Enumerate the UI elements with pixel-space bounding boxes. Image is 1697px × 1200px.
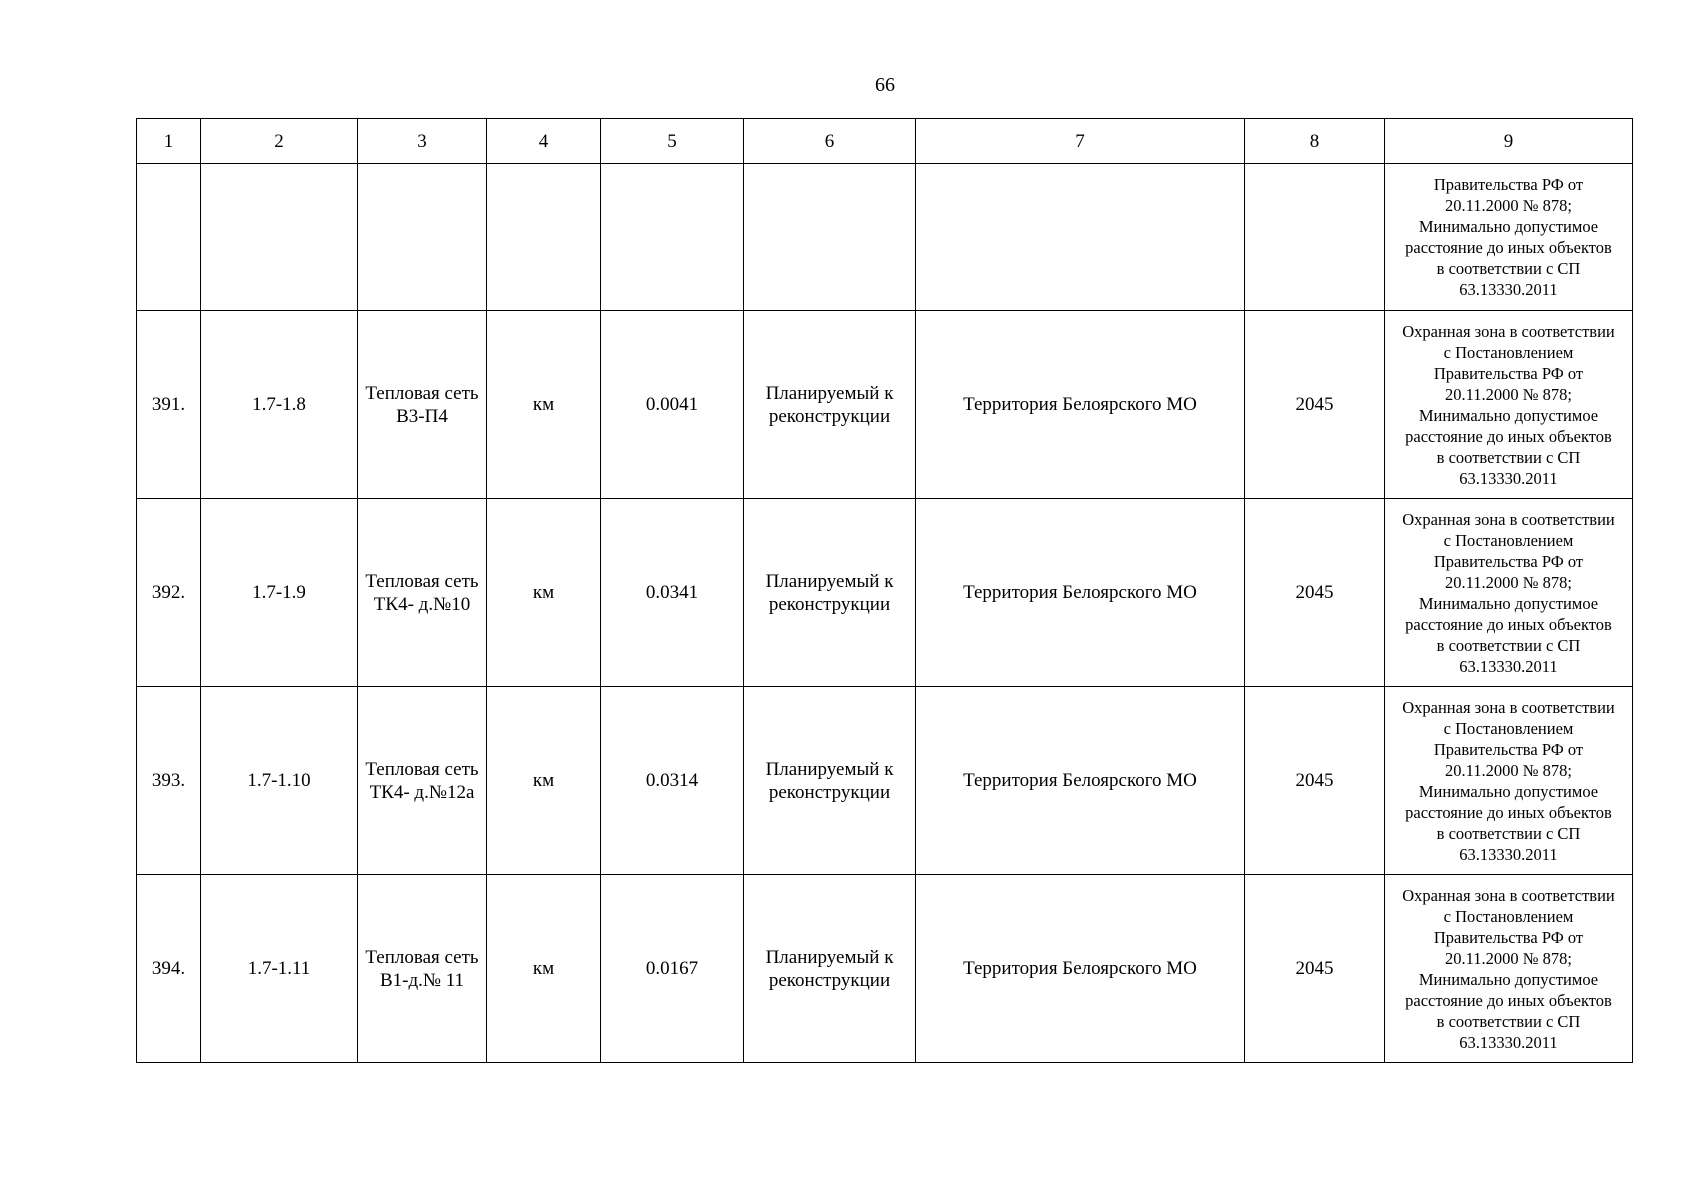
header-cell-1: 1 [137,119,201,164]
length-cell: 0.0341 [601,499,744,687]
note-text: Правительства РФ от 20.11.2000 № 878; Минимально допустимое расстояние до иных объектов в соответствии с СП 63.13330.2011 [1405,175,1612,299]
header-cell-9: 9 [1385,119,1633,164]
row-number-cell: 393. [137,687,201,875]
header-cell-7: 7 [916,119,1245,164]
object-name-cell [358,499,487,687]
header-cell-6: 6 [744,119,916,164]
table-row-continuation [137,164,1633,311]
unit-cell: км [487,499,601,687]
length-cell: 0.0167 [601,875,744,1063]
status-cell [744,687,916,875]
header-cell-3: 3 [358,119,487,164]
location-cell: Территория Белоярского МО [916,499,1245,687]
header-cell-8: 8 [1245,119,1385,164]
table-cell [487,164,601,311]
status-text: Планируемый к реконструкции [765,758,894,803]
object-name-cell [358,311,487,499]
row-number-cell: 391. [137,311,201,499]
row-number-cell: 392. [137,499,201,687]
location-cell: Территория Белоярского МО [916,875,1245,1063]
table-cell [201,164,358,311]
status-cell [744,311,916,499]
status-text: Планируемый к реконструкции [765,946,894,991]
note-text: Охранная зона в соответствии с Постановлением Правительства РФ от 20.11.2000 № 878; Минимально допустимое расстояние до иных объектов в соответствии с СП 63.13330.2011 [1402,321,1615,488]
length-cell: 0.0041 [601,311,744,499]
header-cell-4: 4 [487,119,601,164]
unit-cell: км [487,875,601,1063]
table-row [137,499,1633,687]
unit-cell: км [487,687,601,875]
object-name-cell [358,687,487,875]
status-cell [744,499,916,687]
status-text: Планируемый к реконструкции [765,382,894,427]
page-number: 66 [875,74,895,96]
object-code-cell: 1.7-1.11 [201,875,358,1063]
table-cell [137,164,201,311]
table-cell-note [1385,164,1633,311]
object-name-cell [358,875,487,1063]
row-number-cell: 394. [137,875,201,1063]
year-cell: 2045 [1245,499,1385,687]
table-row [137,875,1633,1063]
note-text: Охранная зона в соответствии с Постановлением Правительства РФ от 20.11.2000 № 878; Минимально допустимое расстояние до иных объектов в соответствии с СП 63.13330.2011 [1402,697,1615,864]
table-cell-note [1385,499,1633,687]
status-cell [744,875,916,1063]
location-cell: Территория Белоярского МО [916,687,1245,875]
object-code-cell: 1.7-1.8 [201,311,358,499]
object-code-cell: 1.7-1.10 [201,687,358,875]
object-name-text: Тепловая сеть ТК4- д.№10 [365,570,479,615]
note-text: Охранная зона в соответствии с Постановлением Правительства РФ от 20.11.2000 № 878; Минимально допустимое расстояние до иных объектов в соответствии с СП 63.13330.2011 [1402,509,1615,676]
table-cell-note [1385,687,1633,875]
table-cell-note [1385,311,1633,499]
object-name-text: Тепловая сеть В3-П4 [365,382,479,427]
year-cell: 2045 [1245,687,1385,875]
table-row [137,687,1633,875]
length-cell: 0.0314 [601,687,744,875]
location-cell: Территория Белоярского МО [916,311,1245,499]
table-cell [358,164,487,311]
year-cell: 2045 [1245,875,1385,1063]
unit-cell: км [487,311,601,499]
object-code-cell: 1.7-1.9 [201,499,358,687]
table-row [137,311,1633,499]
header-cell-5: 5 [601,119,744,164]
table-cell [744,164,916,311]
table-cell-note [1385,875,1633,1063]
object-name-text: Тепловая сеть В1-д.№ 11 [365,946,479,991]
table-cell [601,164,744,311]
note-text: Охранная зона в соответствии с Постановлением Правительства РФ от 20.11.2000 № 878; Минимально допустимое расстояние до иных объектов в соответствии с СП 63.13330.2011 [1402,885,1615,1052]
object-name-text: Тепловая сеть ТК4- д.№12а [365,758,479,803]
table-header-row [137,119,1633,164]
year-cell: 2045 [1245,311,1385,499]
header-cell-2: 2 [201,119,358,164]
objects-table [136,118,1633,1063]
table-cell [916,164,1245,311]
status-text: Планируемый к реконструкции [765,570,894,615]
table-cell [1245,164,1385,311]
